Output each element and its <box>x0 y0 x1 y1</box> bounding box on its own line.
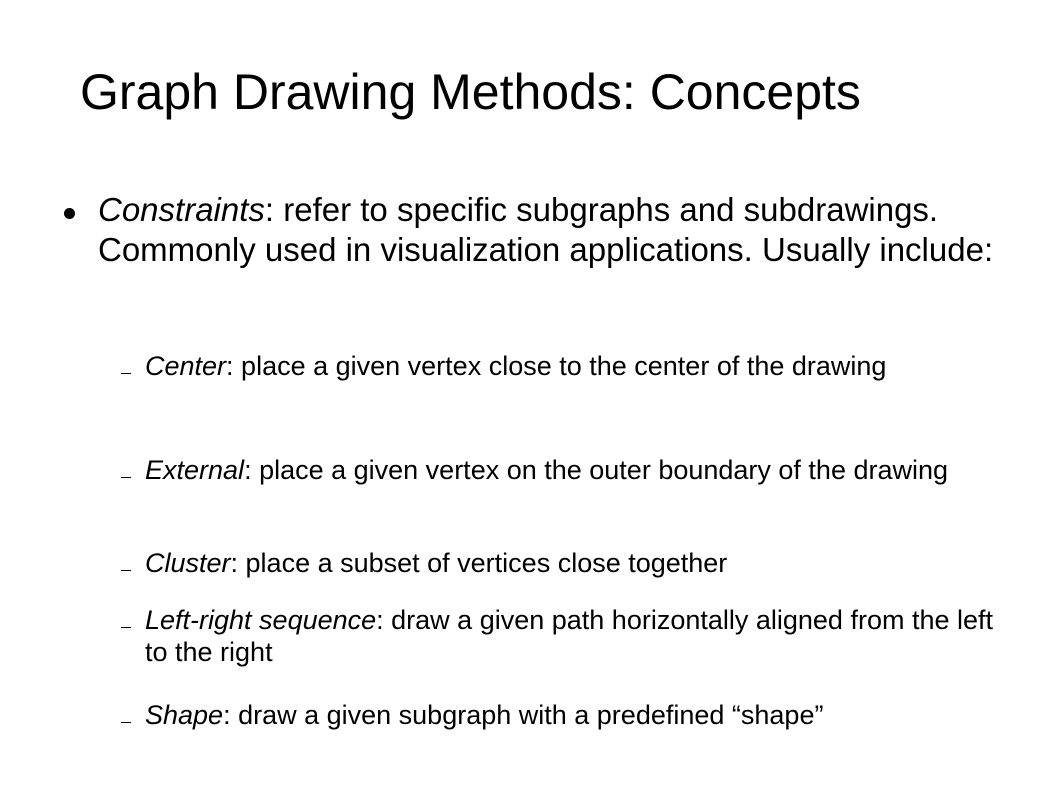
sub-bullet-body <box>145 547 1015 579</box>
sub-bullet-text: : draw a given path horizontally aligned from the left to the right <box>145 605 994 668</box>
sub-bullet-body <box>145 699 1015 731</box>
sub-bullet-text: : place a given vertex on the outer boundary of the drawing <box>244 455 949 485</box>
sub-bullet-term: Shape <box>145 700 224 730</box>
sub-bullet-term: External <box>145 455 245 485</box>
dash-icon <box>121 373 131 374</box>
sub-bullet-body <box>145 350 1015 382</box>
main-bullet-term: Constraints <box>98 191 265 228</box>
sub-bullet-term: Cluster <box>145 548 231 578</box>
dash-icon <box>121 627 131 628</box>
dash-icon <box>121 570 131 571</box>
sub-bullet-body <box>145 454 1015 486</box>
sub-bullet-term: Center <box>145 351 227 381</box>
sub-bullet-body <box>145 604 1015 669</box>
sub-bullet-text: : place a given vertex close to the center of the drawing <box>226 351 887 381</box>
dash-icon <box>121 722 131 723</box>
sub-bullet-term: Left-right sequence <box>145 605 377 635</box>
slide-title: Graph Drawing Methods: Concepts <box>80 64 861 120</box>
sub-bullet-text: : draw a given subgraph with a predefined “shape” <box>223 700 824 730</box>
main-bullet-text: : refer to specific subgraphs and subdrawings. Commonly used in visualization applications. Usually include: <box>98 191 994 269</box>
dash-icon <box>121 477 131 478</box>
sub-bullet-text: : place a subset of vertices close together <box>230 548 728 578</box>
